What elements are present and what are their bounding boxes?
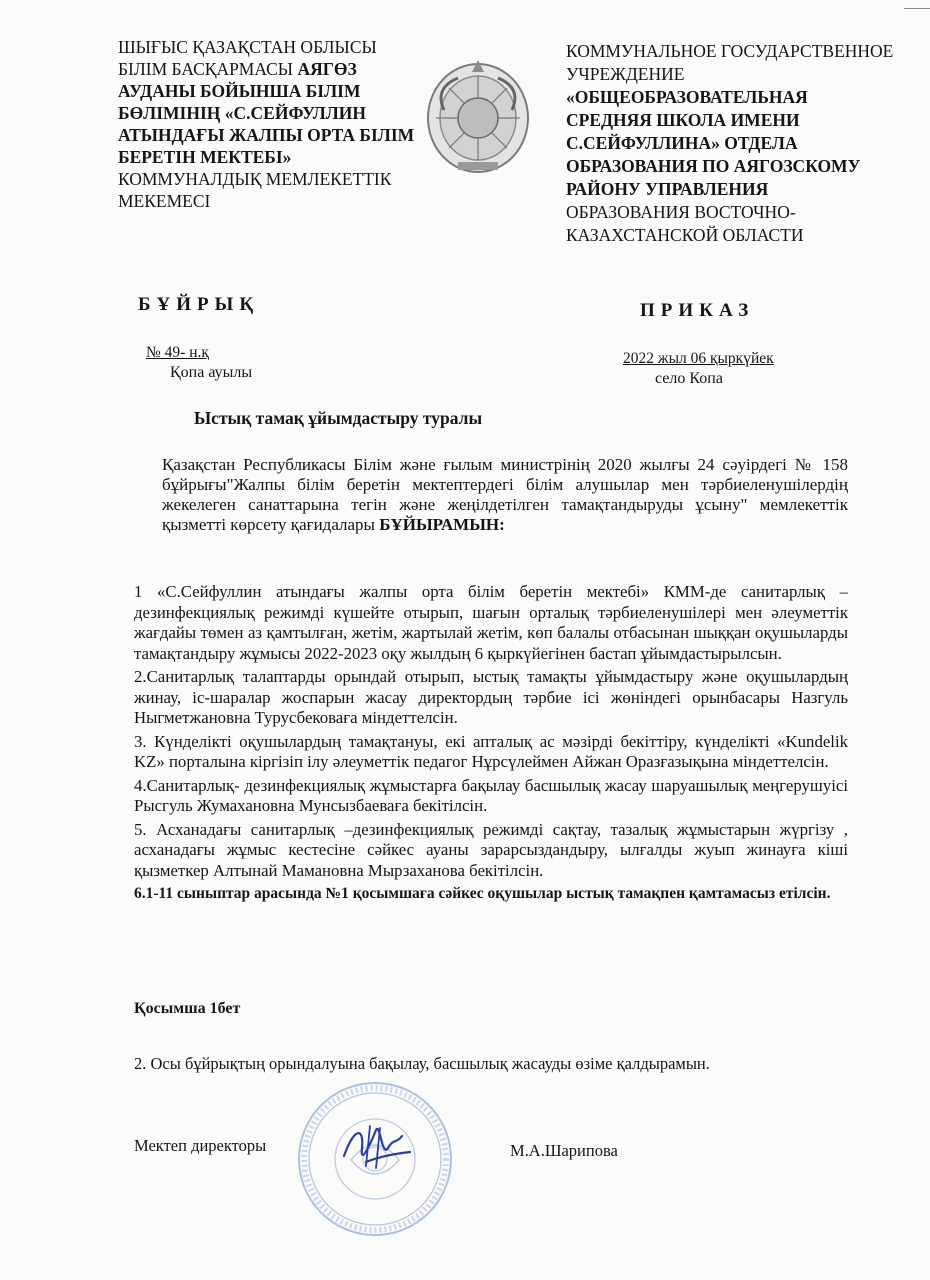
header-ru [566, 40, 896, 247]
order-items [134, 582, 848, 908]
scan-edge-mark [904, 8, 930, 9]
header-kz-school-name: АЯГӨЗ АУДАНЫ БОЙЫНША БІЛІМ БӨЛІМІНІҢ «С.СЕЙФУЛЛИН АТЫНДАҒЫ ЖАЛПЫ ОРТА БІЛІМ БЕРЕТІН МЕКТЕБІ» [118, 59, 415, 167]
header-ru-line-2: ОБРАЗОВАНИЯ ВОСТОЧНО-КАЗАХСТАНСКОЙ ОБЛАСТИ [566, 202, 804, 245]
state-emblem-icon [424, 58, 532, 176]
order-item: 2.Санитарлық талаптарды орындай отырып, ыстық тамақты ұйымдастыру және оқушылардың жинау, іс-шаралар жоспарын жасау директордың тәрбие ісі жөніндегі орынбасары Назгуль Ныгметжановна Турусбековаға міндеттелсін. [134, 667, 848, 727]
header-kz-line-2: БІЛІМ БАСҚАРМАСЫ [118, 59, 294, 79]
director-position: Мектеп директоры [134, 1136, 267, 1155]
order-subject: Ыстық тамақ ұйымдастыру туралы [194, 408, 483, 428]
title-kz: БҰЙРЫҚ [138, 294, 260, 315]
village-ru: село Копа [655, 370, 723, 387]
order-item: 4.Санитарлық- дезинфекциялық жұмыстарға бақылау басшылық жасау шаруашылық меңгерушуісі Рысгуль Жумахановна Мунсызбаеваға бекітілсін. [134, 775, 848, 815]
order-date: 2022 жыл 06 қыркүйек [623, 350, 774, 367]
preamble [162, 455, 848, 535]
director-signature-icon [336, 1118, 416, 1174]
order-item-6: 6.1-11 сыныптар арасында №1 қосымшаға сәйкес оқушылар ыстық тамақпен қамтамасыз етілсін. [134, 885, 831, 902]
director-name: М.А.Шарипова [510, 1141, 618, 1160]
order-item: 1 «С.Сейфуллин атындағы жалпы орта білім беретін мектебі» КММ-де санитарлық –дезинфекциялық режимді күшейте отырып, шағын орталық тәрбиеленушілері мен әлеуметтік жағдайы төмен аз қамтылған, жетім, жартылай жетім, көп балалы отбасынан шыққан оқушыларды тамақтандыру жұмысы 2022-2023 оқу жылдың 6 қыркүйегінен бастап ұйымдастырылсын. [134, 582, 848, 663]
header-kz [118, 36, 418, 212]
header-kz-line-1: ШЫҒЫС ҚАЗАҚСТАН ОБЛЫСЫ [118, 37, 377, 57]
header-ru-school-name: «ОБЩЕОБРАЗОВАТЕЛЬНАЯ СРЕДНЯЯ ШКОЛА ИМЕНИ С.СЕЙФУЛЛИНА» ОТДЕЛА ОБРАЗОВАНИЯ ПО АЯГОЗСКОМУ РАЙОНУ УПРАВЛЕНИЯ [566, 87, 861, 199]
header-kz-line-3: КОММУНАЛДЫҚ МЕМЛЕКЕТТІК МЕКЕМЕСІ [118, 169, 392, 211]
village-kz: Қопа ауылы [170, 364, 253, 381]
order-number: № 49- н.қ [146, 344, 209, 361]
order-word: БҰЙЫРАМЫН: [379, 515, 505, 534]
title-ru: ПРИКАЗ [640, 300, 755, 321]
control-clause: 2. Осы бұйрықтың орындалуына бақылау, басшылық жасауды өзіме қалдырамын. [134, 1054, 710, 1073]
order-item: 3. Күнделікті оқушылардың тамақтануы, екі апталық ас мәзірді бекіттіру, күнделікті «Kundelik KZ» порталына кіргізіп ілу әлеуметтік педагог Нұрсүлеймен Айжан Оразғазықына міндеттелсін. [134, 731, 848, 771]
preamble-text: Қазақстан Республикасы Білім және ғылым министрінің 2020 жылғы 24 сәуірдегі № 158 бұйрығы"Жалпы білім беретін мектептердегі білім алушылар мен тәрбиеленушілердің жекелеген санаттарына тегін және жеңілдетілген тамақтандыруды ұсыну" мемлекеттік қызметті көрсету қағидалары [162, 455, 848, 534]
appendix-note: Қосымша 1бет [134, 1000, 241, 1017]
order-item: 5. Асханадағы санитарлық –дезинфекциялық режимді сақтау, тазалық жұмыстарын жүргізу , асханадағы жұмыс кестесіне сәйкес ауаны зарарсыздандыру, ылғалды жуып жинауға кіші қызметкер Алтынай Мамановна Мырзаханова бекітілсін. [134, 819, 848, 880]
header-ru-line-1: КОММУНАЛЬНОЕ ГОСУДАРСТВЕННОЕ УЧРЕЖДЕНИЕ [566, 41, 894, 84]
